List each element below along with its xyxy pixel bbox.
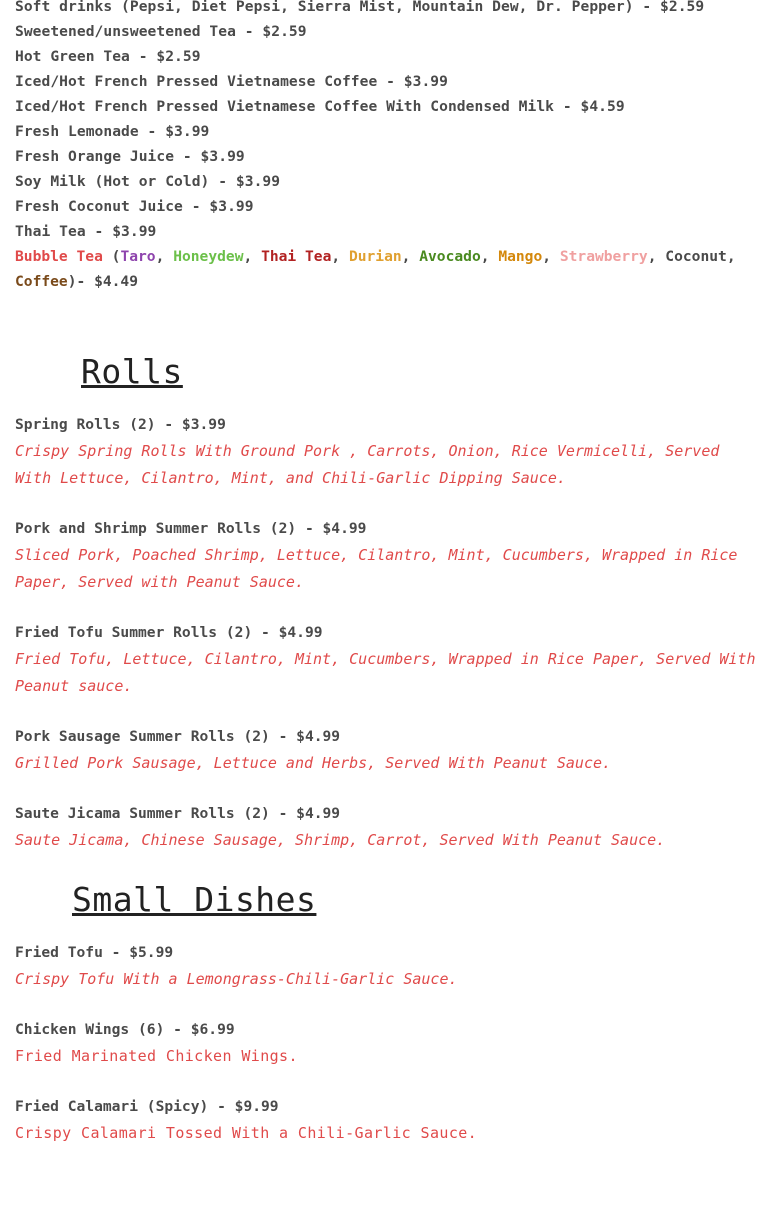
item-description: Crispy Tofu With a Lemongrass-Chili-Garlic Sauce. [15,970,458,988]
flavor-durian: Durian [348,248,402,265]
flavor-avocado: Avocado [419,248,481,265]
drinks-list [15,0,760,294]
drink-item: Iced/Hot French Pressed Vietnamese Coffee With Condensed Milk - $4.59 [15,98,625,115]
item-description: Fried Tofu, Lettuce, Cilantro, Mint, Cucumbers, Wrapped in Rice Paper, Served With Peanut sauce. [15,650,756,695]
flavor-strawberry: Strawberry [559,248,648,265]
bubble-tea-price: )- $4.49 [67,273,139,290]
menu-page [15,0,760,1147]
item-title: Pork and Shrimp Summer Rolls (2) - $4.99 [15,520,367,537]
flavor-separator: , [542,248,560,265]
item-title: Fried Calamari (Spicy) - $9.99 [15,1098,279,1115]
flavor-mango: Mango [498,248,543,265]
flavor-honeydew: Honeydew [173,248,244,265]
item-description: Grilled Pork Sausage, Lettuce and Herbs, Served With Peanut Sauce. [15,754,612,772]
drink-item: Fresh Coconut Juice - $3.99 [15,198,254,215]
menu-item [15,515,760,596]
item-title: Chicken Wings (6) - $6.99 [15,1021,235,1038]
flavor-coffee: Coffee [15,273,68,290]
bubble-tea-name: Bubble Tea [15,248,103,265]
menu-item [15,619,760,700]
item-title: Pork Sausage Summer Rolls (2) - $4.99 [15,728,341,745]
flavor-coconut: Coconut [665,248,727,265]
rolls-list [15,411,760,854]
item-description: Saute Jicama, Chinese Sausage, Shrimp, Carrot, Served With Peanut Sauce. [15,831,666,849]
menu-item [15,411,760,492]
drink-item: Soy Milk (Hot or Cold) - $3.99 [15,173,281,190]
item-description: Sliced Pork, Poached Shrimp, Lettuce, Cilantro, Mint, Cucumbers, Wrapped in Rice Paper, Served with Peanut Sauce. [15,546,738,591]
item-description: Crispy Spring Rolls With Ground Pork , Carrots, Onion, Rice Vermicelli, Served With Lettuce, Cilantro, Mint, and Chili-Garlic Dipping Sauce. [15,442,720,487]
item-description: Fried Marinated Chicken Wings. [15,1047,298,1065]
flavor-separator: , [480,248,499,265]
menu-item [15,1016,760,1070]
flavor-separator: , [647,248,666,265]
item-title: Fried Tofu - $5.99 [15,944,174,961]
item-title: Fried Tofu Summer Rolls (2) - $4.99 [15,624,323,641]
small-dishes-list [15,939,760,1147]
flavor-separator: , [243,248,262,265]
bubble-tea-item [15,244,760,294]
item-title: Spring Rolls (2) - $3.99 [15,416,226,433]
drink-item: Soft drinks (Pepsi, Diet Pepsi, Sierra Mist, Mountain Dew, Dr. Pepper) - $2.59 [15,0,705,15]
menu-item [15,800,760,854]
menu-item [15,1093,760,1147]
flavor-separator: , [155,248,174,265]
drink-item: Fresh Lemonade - $3.99 [15,123,210,140]
drink-item: Thai Tea - $3.99 [15,223,157,240]
menu-item [15,939,760,993]
small-dishes-heading: Small Dishes [72,880,317,919]
menu-item [15,723,760,777]
flavor-separator: , [726,248,736,265]
item-description: Crispy Calamari Tossed With a Chili-Garlic Sauce. [15,1124,478,1142]
flavor-separator: , [401,248,420,265]
item-title: Saute Jicama Summer Rolls (2) - $4.99 [15,805,341,822]
drink-item: Hot Green Tea - $2.59 [15,48,201,65]
flavor-taro: Taro [120,248,156,265]
drink-item: Sweetened/unsweetened Tea - $2.59 [15,23,307,40]
flavor-separator: , [331,248,349,265]
flavor-thai-tea: Thai Tea [261,248,332,265]
rolls-heading: Rolls [81,352,183,391]
bubble-tea-open: ( [102,248,121,265]
drink-item: Fresh Orange Juice - $3.99 [15,148,245,165]
drink-item: Iced/Hot French Pressed Vietnamese Coffee - $3.99 [15,73,448,90]
